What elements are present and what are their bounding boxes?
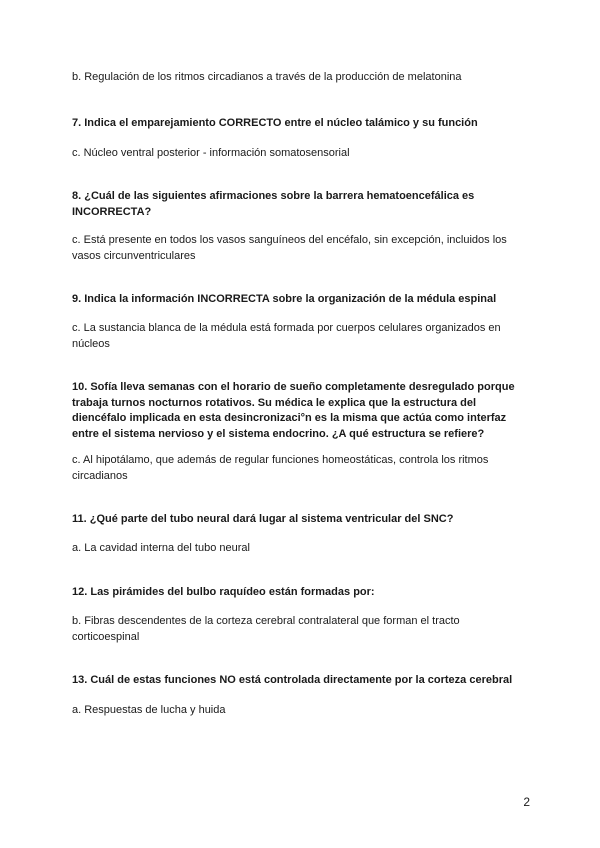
answer-9: c. La sustancia blanca de la médula está formada por cuerpos celulares organizados en núcleos — [72, 322, 501, 350]
question-9: 9. Indica la información INCORRECTA sobre la organización de la médula espinal — [72, 293, 497, 305]
question-11: 11. ¿Qué parte del tubo neural dará lugar al sistema ventricular del SNC? — [72, 513, 454, 525]
answer-8: c. Está presente en todos los vasos sanguíneos del encéfalo, sin excepción, incluidos los vasos circunventriculares — [72, 234, 507, 262]
question-10: 10. Sofía lleva semanas con el horario de sueño completamente desregulado porque trabaja turnos nocturnos rotativos. Su médica le explica que la estructura del diencéfalo implicada en esta desincronizaci°n es la misma que actúa como interfaz entre el sistema nervioso y el sistema endocrino. ¿A qué estructura se refiere? — [72, 381, 515, 440]
page-number: 2 — [523, 795, 530, 809]
answer-7: c. Núcleo ventral posterior - información somatosensorial — [72, 147, 350, 159]
answer-13: a. Respuestas de lucha y huida — [72, 704, 226, 716]
question-7: 7. Indica el emparejamiento CORRECTO entre el núcleo talámico y su función — [72, 117, 478, 129]
question-8: 8. ¿Cuál de las siguientes afirmaciones sobre la barrera hematoencefálica es INCORRECTA? — [72, 190, 475, 218]
answer-10: c. Al hipotálamo, que además de regular funciones homeostáticas, controla los ritmos circadianos — [72, 454, 489, 482]
answer-6: b. Regulación de los ritmos circadianos a través de la producción de melatonina — [72, 71, 462, 83]
answer-12: b. Fibras descendentes de la corteza cerebral contralateral que forman el tracto corticoespinal — [72, 615, 460, 643]
question-12: 12. Las pirámides del bulbo raquídeo están formadas por: — [72, 586, 375, 598]
question-13: 13. Cuál de estas funciones NO está controlada directamente por la corteza cerebral — [72, 674, 513, 686]
answer-11: a. La cavidad interna del tubo neural — [72, 542, 250, 554]
